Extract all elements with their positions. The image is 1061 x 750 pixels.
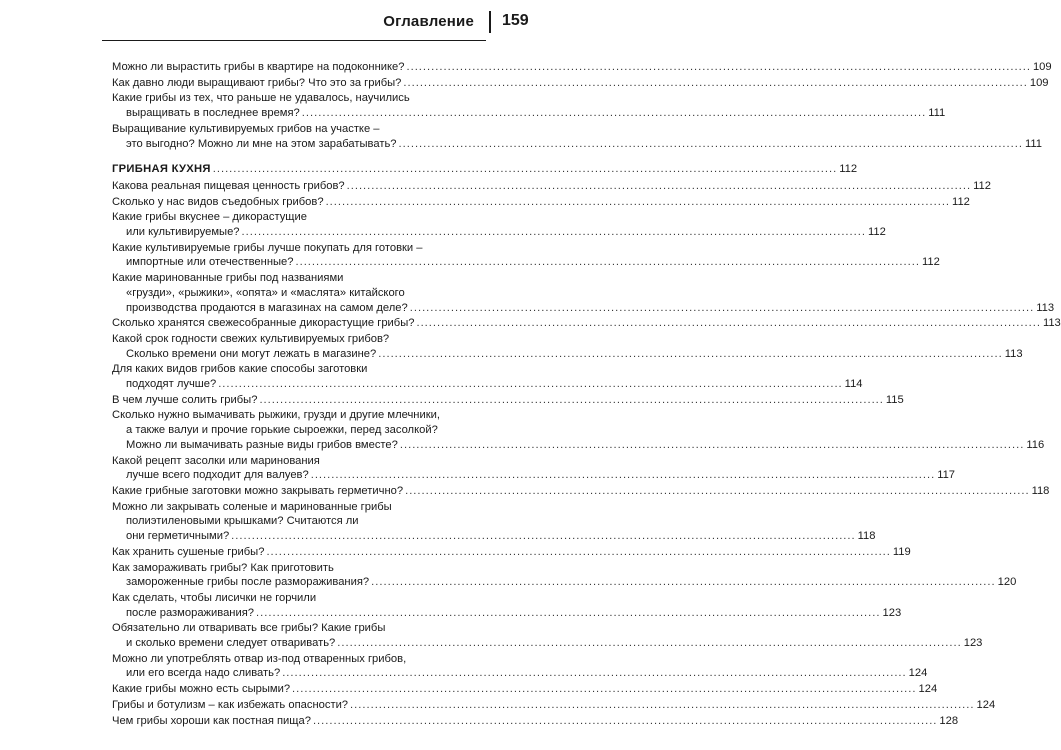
dot-leader bbox=[282, 666, 906, 681]
entry-page-number: 120 bbox=[997, 576, 1017, 589]
toc-entry-line bbox=[112, 698, 996, 713]
entry-page-number: 114 bbox=[844, 378, 863, 391]
dot-leader bbox=[410, 301, 1034, 316]
entry-page-number: 109 bbox=[1029, 76, 1049, 89]
toc-entry[interactable] bbox=[112, 500, 876, 544]
entry-text: Сколько нужно вымачивать рыжики, грузди и другие млечники, bbox=[112, 409, 440, 422]
toc-entry-line bbox=[112, 408, 490, 423]
entry-text: Можно ли употреблять отвар из-под отваренных грибов, bbox=[112, 652, 407, 665]
dot-leader bbox=[403, 76, 1027, 91]
toc-entry-line bbox=[112, 484, 1050, 499]
dot-leader bbox=[405, 484, 1029, 499]
entry-page-number: 124 bbox=[918, 683, 938, 696]
dot-leader bbox=[378, 347, 1002, 362]
entry-page-number: 113 bbox=[1004, 347, 1023, 360]
page-number: 159 bbox=[502, 12, 529, 29]
dot-leader bbox=[266, 545, 890, 560]
dot-leader bbox=[416, 316, 1040, 331]
entry-text: Как давно люди выращивают грибы? Что это за грибы? bbox=[112, 76, 402, 89]
toc-entry[interactable] bbox=[112, 316, 1061, 331]
entry-page-number: 112 bbox=[867, 226, 886, 239]
entry-text: после размораживания? bbox=[126, 606, 255, 619]
toc-entry-line bbox=[112, 210, 490, 225]
entry-text: Какой рецепт засолки или маринования bbox=[112, 454, 320, 467]
entry-text: Грибы и ботулизм – как избежать опасности? bbox=[112, 698, 349, 711]
entry-text: они герметичными? bbox=[126, 530, 230, 543]
toc-entry[interactable] bbox=[112, 60, 1052, 75]
toc-entry[interactable] bbox=[112, 698, 996, 713]
dot-leader bbox=[242, 225, 866, 240]
toc-entry[interactable] bbox=[112, 271, 1055, 315]
section-page-number: 112 bbox=[839, 163, 858, 176]
toc-section-heading[interactable] bbox=[112, 162, 858, 177]
entry-page-number: 124 bbox=[976, 698, 996, 711]
toc-entry-line bbox=[112, 362, 490, 377]
toc-entry-line bbox=[112, 377, 863, 392]
dot-leader bbox=[295, 255, 919, 270]
toc-entry-line bbox=[112, 241, 490, 256]
toc-entry-line bbox=[112, 393, 904, 408]
entry-page-number: 112 bbox=[921, 256, 940, 269]
entry-text: лучше всего подходит для валуев? bbox=[126, 469, 309, 482]
entry-page-number: 115 bbox=[885, 393, 904, 406]
entry-text: или его всегда надо сливать? bbox=[126, 667, 281, 680]
dot-leader bbox=[311, 468, 935, 483]
toc-entry[interactable] bbox=[112, 545, 911, 560]
toc-entry-line bbox=[112, 179, 991, 194]
toc-entry-line bbox=[112, 514, 490, 529]
dot-leader bbox=[400, 438, 1024, 453]
entry-text: замороженные грибы после размораживания? bbox=[126, 576, 370, 589]
toc-entry-line bbox=[112, 301, 1055, 316]
toc-entry-line bbox=[112, 438, 1045, 453]
toc-entry-line bbox=[112, 468, 956, 483]
page-header bbox=[0, 0, 600, 50]
toc-entry-line bbox=[112, 271, 490, 286]
entry-text: Обязательно ли отваривать все грибы? Какие грибы bbox=[112, 622, 386, 635]
toc-entry-line bbox=[112, 714, 959, 729]
entry-text: или культивируемые? bbox=[126, 226, 240, 239]
entry-text: импортные или отечественные? bbox=[126, 256, 294, 269]
dot-leader bbox=[292, 682, 916, 697]
toc-entry[interactable] bbox=[112, 393, 904, 408]
header-rule bbox=[102, 40, 486, 41]
entry-text: Какие грибные заготовки можно закрывать герметично? bbox=[112, 484, 404, 497]
entry-text: Можно ли закрывать соленые и маринованные грибы bbox=[112, 500, 392, 513]
entry-text: Как сделать, чтобы лисички не горчили bbox=[112, 591, 317, 604]
toc-entry[interactable] bbox=[112, 332, 1023, 361]
dot-leader bbox=[399, 137, 1023, 152]
entry-text: Какие маринованные грибы под названиями bbox=[112, 272, 344, 285]
running-head-title: Оглавление bbox=[383, 13, 474, 30]
toc-entry-line bbox=[112, 316, 1061, 331]
header-divider bbox=[489, 11, 491, 33]
toc-entry[interactable] bbox=[112, 484, 1050, 499]
entry-text: Как хранить сушеные грибы? bbox=[112, 545, 265, 558]
entry-page-number: 117 bbox=[937, 469, 956, 482]
entry-text: Сколько времени они могут лежать в магазине? bbox=[126, 347, 377, 360]
entry-page-number: 123 bbox=[963, 637, 983, 650]
entry-page-number: 109 bbox=[1032, 61, 1052, 73]
toc-entry[interactable] bbox=[112, 682, 938, 697]
toc-entry-line bbox=[112, 529, 876, 544]
entry-text: подходят лучше? bbox=[126, 378, 217, 391]
entry-page-number: 116 bbox=[1026, 438, 1045, 451]
toc-entry-line bbox=[112, 122, 490, 137]
toc-entry-line bbox=[112, 60, 1052, 75]
toc-entry-line bbox=[112, 545, 911, 560]
entry-page-number: 112 bbox=[952, 195, 970, 208]
toc-entry[interactable] bbox=[112, 621, 983, 650]
toc-entry-line bbox=[112, 225, 886, 240]
toc-entry-line bbox=[112, 106, 946, 121]
entry-page-number: 128 bbox=[939, 714, 959, 727]
entry-text: Выращивание культивируемых грибов на участке – bbox=[112, 122, 380, 135]
dot-leader bbox=[302, 106, 926, 121]
entry-text: выращивать в последнее время? bbox=[126, 107, 300, 120]
toc-entry[interactable] bbox=[112, 195, 970, 210]
dot-leader bbox=[259, 393, 883, 408]
toc-entry[interactable] bbox=[112, 362, 863, 391]
entry-text: производства продаются в магазинах на самом деле? bbox=[126, 301, 408, 314]
dot-leader bbox=[313, 714, 937, 729]
dot-leader bbox=[231, 529, 855, 544]
entry-page-number: 112 bbox=[973, 179, 991, 192]
table-of-contents bbox=[112, 60, 1061, 729]
toc-entry-line bbox=[112, 286, 490, 301]
toc-entry-line bbox=[112, 500, 490, 515]
toc-entry[interactable] bbox=[112, 76, 1049, 91]
toc-entry-line bbox=[112, 137, 1042, 152]
entry-text: а также валуи и прочие горькие сыроежки, перед засолкой? bbox=[126, 424, 438, 437]
entry-page-number: 118 bbox=[1031, 484, 1050, 497]
entry-text: Можно ли вырастить грибы в квартире на подоконнике? bbox=[112, 61, 405, 73]
toc-entry-line bbox=[112, 91, 490, 106]
dot-leader bbox=[347, 179, 971, 194]
dot-leader bbox=[256, 606, 880, 621]
toc-entry[interactable] bbox=[112, 122, 1042, 151]
dot-leader bbox=[371, 575, 995, 590]
entry-text: Какие грибы вкуснее – дикорастущие bbox=[112, 211, 307, 224]
entry-page-number: 123 bbox=[882, 606, 902, 619]
toc-entry-line bbox=[112, 332, 490, 347]
toc-entry-line bbox=[112, 454, 490, 469]
dot-leader bbox=[326, 195, 950, 210]
entry-page-number: 113 bbox=[1042, 317, 1061, 330]
entry-page-number: 124 bbox=[908, 667, 928, 680]
dot-leader bbox=[406, 60, 1030, 75]
toc-entry[interactable] bbox=[112, 210, 886, 239]
entry-text: Какие культивируемые грибы лучше покупать для готовки – bbox=[112, 241, 423, 254]
entry-text: Как замораживать грибы? Как приготовить bbox=[112, 561, 334, 574]
toc-entry[interactable] bbox=[112, 454, 956, 483]
toc-entry-line bbox=[112, 255, 940, 270]
toc-entry-line bbox=[112, 347, 1023, 362]
entry-text: Для каких видов грибов какие способы заготовки bbox=[112, 363, 368, 376]
entry-text: Какой срок годности свежих культивируемых грибов? bbox=[112, 332, 390, 345]
entry-text: Какие грибы можно есть сырыми? bbox=[112, 683, 291, 696]
toc-entry-line bbox=[112, 682, 938, 697]
entry-text: полиэтиленовыми крышками? Считаются ли bbox=[126, 515, 359, 528]
toc-entry-line bbox=[112, 621, 490, 636]
toc-entry[interactable] bbox=[112, 91, 946, 120]
toc-entry[interactable] bbox=[112, 408, 1045, 452]
toc-entry-line bbox=[112, 591, 490, 606]
toc-entry-line bbox=[112, 606, 902, 621]
entry-text: Какова реальная пищевая ценность грибов? bbox=[112, 179, 345, 192]
toc-entry[interactable] bbox=[112, 241, 940, 270]
section-title: ГРИБНАЯ КУХНЯ bbox=[112, 163, 211, 176]
dot-leader bbox=[218, 377, 842, 392]
entry-page-number: 118 bbox=[857, 530, 876, 543]
entry-text: Чем грибы хороши как постная пища? bbox=[112, 714, 311, 727]
toc-entry-line bbox=[112, 652, 490, 667]
entry-text: Сколько у нас видов съедобных грибов? bbox=[112, 195, 324, 208]
toc-entry-line bbox=[112, 76, 1049, 91]
toc-entry[interactable] bbox=[112, 714, 959, 729]
entry-text: и сколько времени следует отваривать? bbox=[126, 637, 336, 650]
entry-text: Сколько хранятся свежесобранные дикорастущие грибы? bbox=[112, 317, 415, 330]
toc-entry-line bbox=[112, 195, 970, 210]
entry-page-number: 111 bbox=[928, 107, 946, 120]
entry-text: В чем лучше солить грибы? bbox=[112, 393, 258, 406]
entry-text: «грузди», «рыжики», «опята» и «маслята» китайского bbox=[126, 286, 405, 299]
entry-text: Можно ли вымачивать разные виды грибов вместе? bbox=[126, 438, 398, 451]
toc-entry-line bbox=[112, 423, 490, 438]
toc-entry-line bbox=[112, 666, 928, 681]
toc-entry[interactable] bbox=[112, 591, 902, 620]
entry-page-number: 113 bbox=[1036, 301, 1055, 314]
dot-leader bbox=[350, 698, 974, 713]
toc-entry[interactable] bbox=[112, 179, 991, 194]
entry-page-number: 119 bbox=[892, 545, 911, 558]
toc-entry[interactable] bbox=[112, 652, 928, 681]
entry-text: Какие грибы из тех, что раньше не удавалось, научились bbox=[112, 92, 410, 105]
toc-entry[interactable] bbox=[112, 561, 1017, 590]
dot-leader bbox=[213, 162, 837, 177]
entry-page-number: 111 bbox=[1024, 137, 1042, 150]
dot-leader bbox=[337, 636, 961, 651]
toc-entry-line bbox=[112, 636, 983, 651]
toc-entry-line bbox=[112, 561, 490, 576]
toc-entry-line bbox=[112, 575, 1017, 590]
entry-text: это выгодно? Можно ли мне на этом зарабатывать? bbox=[126, 137, 397, 150]
